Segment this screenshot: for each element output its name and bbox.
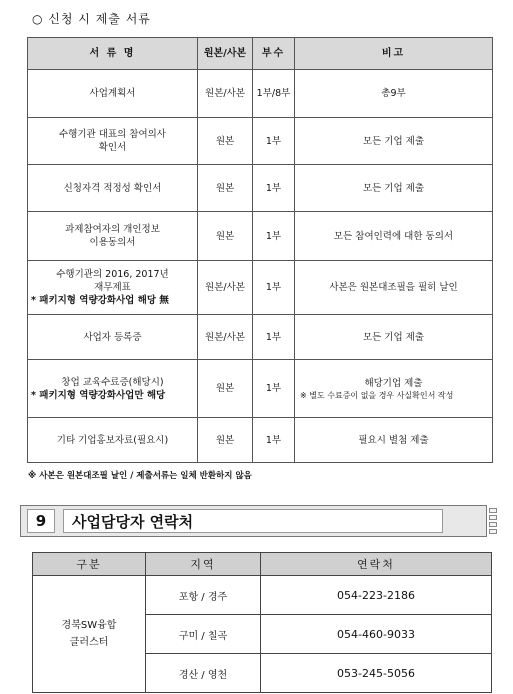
header-note: 비고 bbox=[295, 38, 493, 70]
table-row bbox=[28, 70, 493, 118]
doc-count: 1부 bbox=[253, 315, 295, 360]
phone-number: 054-223-2186 bbox=[261, 576, 492, 615]
documents-header-row bbox=[28, 38, 493, 70]
header-region: 지역 bbox=[146, 553, 261, 576]
contact-table bbox=[32, 552, 492, 693]
header-count: 부수 bbox=[253, 38, 295, 70]
phone-number: 054-460-9033 bbox=[261, 615, 492, 654]
table-row bbox=[33, 576, 492, 615]
region: 구미 / 칠곡 bbox=[146, 615, 261, 654]
section-number: 9 bbox=[27, 509, 55, 533]
section-heading: 사업담당자 연락처 bbox=[63, 509, 443, 533]
table-row bbox=[28, 261, 493, 315]
doc-name: 기타 기업홍보자료(필요시) bbox=[28, 418, 198, 463]
table-row bbox=[28, 315, 493, 360]
banner-decoration bbox=[489, 508, 497, 534]
header-doc-name: 서 류 명 bbox=[28, 38, 198, 70]
doc-type: 원본 bbox=[198, 165, 253, 212]
doc-note: 해당기업 제출 bbox=[364, 377, 423, 389]
table-row bbox=[28, 165, 493, 212]
doc-count: 1부 bbox=[253, 261, 295, 315]
region: 포항 / 경주 bbox=[146, 576, 261, 615]
doc-count: 1부/8부 bbox=[253, 70, 295, 118]
doc-type: 원본 bbox=[198, 360, 253, 418]
doc-type: 원본 bbox=[198, 418, 253, 463]
doc-name-note: * 패키지형 역량강화사업만 해당 bbox=[31, 389, 166, 401]
submission-footnote: ※ 사본은 원본대조필 날인 / 제출서류는 일체 반환하지 않음 bbox=[28, 471, 252, 481]
header-type: 원본/사본 bbox=[198, 38, 253, 70]
doc-note: 모든 기업 제출 bbox=[295, 118, 493, 165]
doc-name: 사업자 등록증 bbox=[28, 315, 198, 360]
phone-number: 053-245-5056 bbox=[261, 654, 492, 693]
doc-note: 모든 기업 제출 bbox=[295, 165, 493, 212]
org-name: 경북SW융합 클러스터 bbox=[33, 576, 146, 693]
doc-count: 1부 bbox=[253, 360, 295, 418]
doc-count: 1부 bbox=[253, 212, 295, 261]
documents-table bbox=[27, 37, 493, 463]
doc-note: 필요시 별첨 제출 bbox=[295, 418, 493, 463]
doc-sub-note: ※ 별도 수료증이 없을 경우 사실확인서 작성 bbox=[300, 390, 454, 400]
header-category: 구분 bbox=[33, 553, 146, 576]
doc-note: 총9부 bbox=[295, 70, 493, 118]
doc-note-cell bbox=[295, 360, 493, 418]
header-contact: 연락처 bbox=[261, 553, 492, 576]
doc-note: 모든 참여인력에 대한 동의서 bbox=[295, 212, 493, 261]
doc-name: 수행기관의 2016, 2017년 재무제표 bbox=[56, 269, 169, 293]
doc-count: 1부 bbox=[253, 418, 295, 463]
doc-name-note: * 패키지형 역량강화사업 해당 無 bbox=[31, 295, 169, 306]
doc-name-cell bbox=[28, 360, 198, 418]
doc-type: 원본/사본 bbox=[198, 261, 253, 315]
doc-name: 과제참여자의 개인정보 이용동의서 bbox=[28, 212, 198, 261]
doc-type: 원본 bbox=[198, 118, 253, 165]
table-row bbox=[28, 360, 493, 418]
doc-name: 신청자격 적정성 확인서 bbox=[28, 165, 198, 212]
doc-count: 1부 bbox=[253, 165, 295, 212]
doc-name: 수행기관 대표의 참여의사 확인서 bbox=[28, 118, 198, 165]
doc-name-cell bbox=[28, 261, 198, 315]
contact-header-row bbox=[33, 553, 492, 576]
doc-type: 원본/사본 bbox=[198, 315, 253, 360]
region: 경산 / 영천 bbox=[146, 654, 261, 693]
doc-type: 원본 bbox=[198, 212, 253, 261]
table-row bbox=[28, 418, 493, 463]
doc-type: 원본/사본 bbox=[198, 70, 253, 118]
doc-count: 1부 bbox=[253, 118, 295, 165]
doc-note: 모든 기업 제출 bbox=[295, 315, 493, 360]
doc-name: 사업계획서 bbox=[28, 70, 198, 118]
section-banner bbox=[20, 505, 487, 537]
section-title: ○ 신청 시 제출 서류 bbox=[32, 12, 151, 26]
table-row bbox=[28, 118, 493, 165]
table-row bbox=[28, 212, 493, 261]
doc-name: 창업 교육수료증(해당시) bbox=[61, 376, 164, 388]
doc-note: 사본은 원본대조필을 필히 날인 bbox=[295, 261, 493, 315]
